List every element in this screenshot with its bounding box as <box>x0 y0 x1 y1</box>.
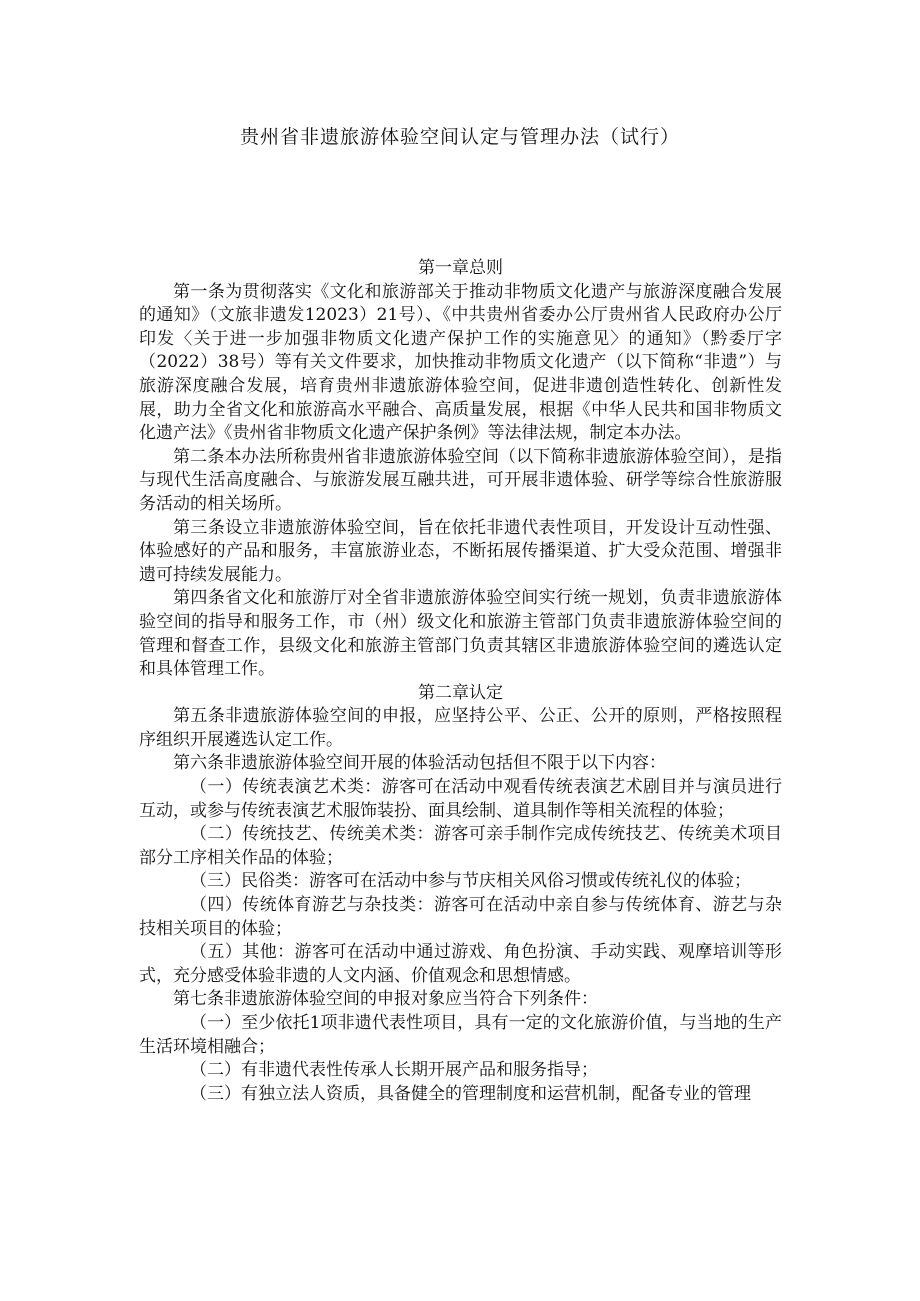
article-7-item-1: （一）至少依托1项非遗代表性项目，具有一定的文化旅游价值，与当地的生产生活环境相融合； <box>139 1013 782 1057</box>
chapter-heading-1: 第一章总则 <box>418 258 503 278</box>
article-6-item-2: （二）传统技艺、传统美术类：游客可亲手制作完成传统技艺、传统美术项目部分工序相关作品的体验； <box>139 824 782 868</box>
article-7-item-2: （二）有非遗代表性传承人长期开展产品和服务指导； <box>190 1060 598 1081</box>
chapter-heading-2: 第二章认定 <box>418 682 503 703</box>
article-6-item-5: （五）其他：游客可在活动中通过游戏、角色扮演、手动实践、观摩培训等形式，充分感受体验非遗的人文内涵、价值观念和思想情感。 <box>139 942 782 986</box>
article-7-item-3: （三）有独立法人资质，具备健全的管理制度和运营机制，配备专业的管理 <box>190 1083 751 1104</box>
document-title: 贵州省非遗旅游体验空间认定与管理办法（试行） <box>239 126 680 148</box>
article-5: 第五条非遗旅游体验空间的申报，应坚持公平、公正、公开的原则，严格按照程序组织开展遴选认定工作。 <box>139 706 782 750</box>
article-6-item-4: （四）传统体育游艺与杂技类：游客可在活动中亲自参与传统体育、游艺与杂技相关项目的体验； <box>139 895 782 939</box>
article-3: 第三条设立非遗旅游体验空间，旨在依托非遗代表性项目，开发设计互动性强、体验感好的产品和服务，丰富旅游业态，不断拓展传播渠道、扩大受众范围、增强非遗可持续发展能力。 <box>139 517 782 585</box>
article-6-item-1: （一）传统表演艺术类：游客可在活动中观看传统表演艺术剧目并与演员进行互动，或参与传统表演艺术服饰装扮、面具绘制、道具制作等相关流程的体验； <box>139 777 782 821</box>
article-2: 第二条本办法所称贵州省非遗旅游体验空间（以下简称非遗旅游体验空间），是指与现代生活高度融合、与旅游发展互融共进，可开展非遗体验、研学等综合性旅游服务活动的相关场所。 <box>139 446 782 514</box>
article-1: 第一条为贯彻落实《文化和旅游部关于推动非物质文化遗产与旅游深度融合发展的通知》（文旅非遗发12023）21号）、《中共贵州省委办公厅贵州省人民政府办公厅印发〈关于进一步加强非物质文化遗产保护工作的实施意见〉的通知》（黔委厅字（2022）38号）等有关文件要求，加快推动非物质文化遗产（以下简称“非遗”）与旅游深度融合发展，培育贵州非遗旅游体验空间，促进非遗创造性转化、创新性发展，助力全省文化和旅游高水平融合、高质量发展，根据《中华人民共和国非物质文化遗产法》《贵州省非物质文化遗产保护条例》等法律法规，制定本办法。 <box>139 281 782 444</box>
article-7: 第七条非遗旅游体验空间的申报对象应当符合下列条件： <box>173 989 598 1010</box>
article-4: 第四条省文化和旅游厅对全省非遗旅游体验空间实行统一规划，负责非遗旅游体验空间的指导和服务工作，市（州）级文化和旅游主管部门负责非遗旅游体验空间的管理和督查工作，县级文化和旅游主管部门负责其辖区非遗旅游体验空间的遴选认定和具体管理工作。 <box>139 588 782 680</box>
document-body <box>139 257 782 1106</box>
article-6: 第六条非遗旅游体验空间开展的体验活动包括但不限于以下内容： <box>173 753 666 774</box>
article-6-item-3: （三）民俗类：游客可在活动中参与节庆相关风俗习惯或传统礼仪的体验； <box>190 871 751 892</box>
